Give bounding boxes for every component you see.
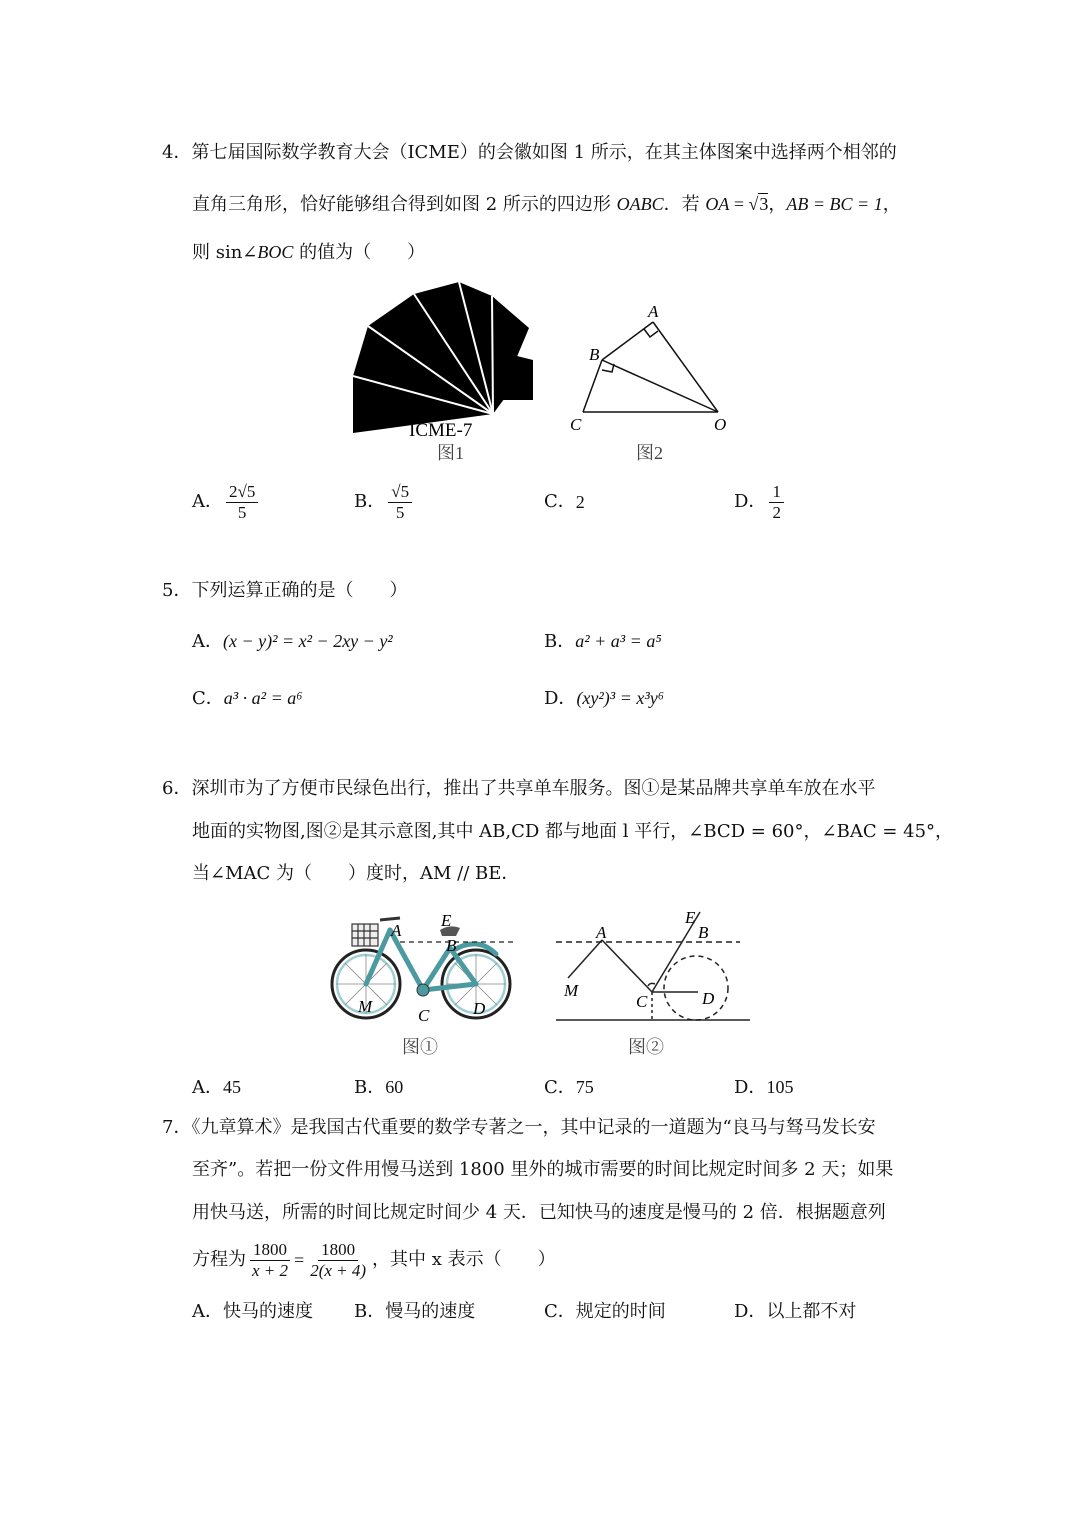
q6-number: 6． (162, 778, 192, 799)
q7-frac1-den: x + 2 (252, 1260, 289, 1280)
q7-option-c-label: C． (544, 1301, 576, 1322)
q6-fig2-point-m: M (564, 981, 579, 1000)
q7-line4-pre: 方程为 (192, 1249, 246, 1270)
q5-option-d-text: (xy²)³ = x³y⁶ (576, 688, 664, 708)
q6-fig1-point-d: D (473, 999, 486, 1018)
q7-frac1-num: 1800 (250, 1240, 290, 1261)
q4-option-d-label: D． (734, 491, 767, 512)
q5-option-b[interactable] (544, 629, 662, 654)
q7-line-2: 至齐”。若把一份文件用慢马送到 1800 里外的城市需要的时间比规定时间多 2 天；如果 (192, 1159, 894, 1180)
q7-line4-post: ，其中 x 表示（ ） (372, 1249, 556, 1270)
q7-option-b-text: 慢马的速度 (385, 1301, 476, 1322)
q6-fig2-point-b: B (698, 923, 709, 942)
q4-quad-oabc: OABC (616, 194, 664, 214)
q6-line1-text: 深圳市为了方便市民绿色出行，推出了共享单车服务。图①是某品牌共享单车放在水平 (191, 778, 876, 799)
q5-option-d[interactable] (544, 686, 664, 711)
q6-option-a-label: A． (192, 1077, 223, 1098)
q6-figure-1-bicycle (328, 906, 518, 1061)
q6-fig1-point-m: M (358, 997, 373, 1016)
q7-option-b[interactable] (354, 1300, 475, 1324)
q4-fig2-point-a: A (648, 302, 659, 321)
q4-option-d-fraction (769, 482, 784, 523)
q4-eq: = (729, 194, 749, 214)
q4-boc: BOC (257, 242, 294, 262)
q4-line1-text: 第七届国际数学教育大会（ICME）的会徽如图 1 所示，在其主体图案中选择两个相邻的 (191, 142, 897, 163)
q4-line2-end: ， (882, 194, 901, 215)
q4-line-1 (162, 141, 897, 165)
q6-figure-2-schematic (550, 906, 760, 1061)
q4-ab-bc: AB = BC = 1 (786, 194, 883, 214)
q4-oa: OA (705, 194, 730, 214)
q4-fig2-point-o: O (714, 415, 727, 434)
bicycle-frame (366, 930, 496, 990)
icme-logo (353, 282, 533, 433)
q7-fraction-2 (307, 1240, 369, 1281)
q4-figure-2 (560, 300, 740, 470)
q4-option-b[interactable] (354, 476, 415, 528)
q5-option-b-text: a² + a³ = a⁵ (575, 631, 662, 651)
q4-line2-pre: 直角三角形，恰好能够组合得到如图 2 所示的四边形 (192, 194, 617, 215)
q7-option-a[interactable] (192, 1300, 313, 1324)
q5-option-d-label: D． (544, 688, 577, 709)
q7-option-d[interactable] (734, 1300, 856, 1324)
q6-option-a-value: 45 (223, 1077, 241, 1097)
q7-fraction-1 (249, 1240, 291, 1281)
q6-fig2-point-a: A (596, 923, 607, 942)
q4-line3-post: 的值为（ ） (293, 242, 426, 263)
q5-option-c-text: a³ · a² = a⁶ (223, 688, 303, 708)
q7-frac2-den: 2(x + 4) (310, 1260, 367, 1280)
q5-option-a-text: (x − y)² = x² − 2xy − y² (223, 631, 393, 651)
q6-fig2-caption: 图② (628, 1037, 664, 1057)
q4-line-2 (192, 192, 901, 217)
q4-option-a-label: A． (192, 491, 223, 512)
q4-line3-pre: 则 sin∠ (192, 242, 258, 263)
q6-fig1-point-a: A (391, 921, 402, 940)
q5-number: 5． (162, 580, 192, 601)
q6-option-a[interactable] (192, 1075, 241, 1100)
q7-line-1 (162, 1116, 876, 1140)
q6-option-d[interactable] (734, 1075, 793, 1100)
q7-option-b-label: B． (354, 1301, 386, 1322)
q6-option-c-label: C． (544, 1077, 576, 1098)
q7-line-3: 用快马送，所需的时间比规定时间少 4 天．已知快马的速度是慢马的 2 倍．根据题意列 (192, 1202, 886, 1223)
q4-option-b-fraction (388, 482, 412, 523)
q4-figure-1 (345, 278, 545, 468)
q6-fig2-point-d: D (702, 989, 715, 1008)
q6-option-c[interactable] (544, 1075, 594, 1100)
q7-option-c[interactable] (544, 1300, 666, 1324)
q6-line-3: 当∠MAC 为（ ）度时，AM // BE． (192, 863, 520, 884)
q7-frac2-num: 1800 (318, 1240, 358, 1261)
q7-equals: = (294, 1250, 305, 1270)
q5-option-c[interactable] (192, 686, 302, 711)
q4-fig1-label: ICME-7 (409, 420, 473, 441)
q7-option-a-label: A． (192, 1301, 223, 1322)
q6-option-d-value: 105 (766, 1077, 794, 1097)
q6-option-b-label: B． (354, 1077, 386, 1098)
q7-line1-text: 《九章算术》是我国古代重要的数学专著之一，其中记录的一道题为“良马与驽马发长安 (191, 1117, 876, 1138)
q4-option-c-label: C． (544, 491, 576, 512)
q6-option-d-label: D． (734, 1077, 767, 1098)
q4-sqrt-three: 3 (759, 194, 769, 214)
q7-number: 7． (162, 1117, 192, 1138)
q4-number: 4． (162, 142, 192, 163)
q4-comma: ， (768, 194, 787, 215)
q5-option-a[interactable] (192, 629, 393, 654)
q7-option-d-label: D． (734, 1301, 767, 1322)
q4-option-d-num: 1 (769, 482, 784, 503)
q4-fig2-point-c: C (570, 415, 582, 434)
q6-option-b-value: 60 (385, 1077, 404, 1097)
q5-stem (162, 579, 407, 603)
q4-fig2-point-b: B (589, 345, 600, 364)
q4-fig2-caption: 图2 (636, 443, 663, 463)
q6-fig1-point-e: E (441, 911, 452, 930)
q4-line2-mid: ．若 (663, 194, 706, 215)
q6-fig2-point-e: E (685, 908, 696, 927)
q6-option-b[interactable] (354, 1075, 403, 1100)
q4-option-d-den: 2 (772, 502, 781, 522)
q4-line-3 (192, 240, 425, 265)
q6-fig1-caption: 图① (402, 1037, 438, 1057)
q7-option-d-text: 以上都不对 (766, 1301, 857, 1322)
q6-option-c-value: 75 (575, 1077, 594, 1097)
q7-option-c-text: 规定的时间 (575, 1301, 666, 1322)
q4-option-b-den: 5 (395, 502, 405, 522)
bicycle-basket (352, 924, 378, 946)
q4-option-d[interactable] (734, 476, 787, 528)
q5-option-c-label: C． (192, 688, 224, 709)
q6-fig2-point-c: C (636, 992, 648, 1011)
q5-option-b-label: B． (544, 631, 576, 652)
q6-line-2: 地面的实物图,图②是其示意图,其中 AB,CD 都与地面 l 平行，∠BCD = 60°，∠BAC = 45°， (192, 821, 954, 842)
q6-line-1 (162, 777, 875, 801)
q7-option-a-text: 快马的速度 (223, 1301, 313, 1322)
q4-option-a-num: 2√5 (226, 482, 258, 503)
q5-stem-text: 下列运算正确的是（ ） (191, 580, 408, 601)
q4-sqrt-sign: √ (748, 194, 759, 214)
q6-fig1-point-b: B (446, 936, 457, 955)
q4-option-a-den: 5 (237, 502, 247, 522)
q4-option-c-value: 2 (575, 492, 585, 512)
q4-fig1-caption: 图1 (437, 443, 464, 463)
q4-option-a-fraction (226, 482, 258, 523)
q4-option-b-label: B． (354, 491, 386, 512)
q5-option-a-label: A． (192, 631, 223, 652)
q4-option-a[interactable] (192, 476, 261, 528)
q4-option-b-num: √5 (388, 482, 412, 503)
q7-line-4 (192, 1236, 556, 1284)
q4-option-c[interactable] (544, 476, 585, 528)
q6-fig1-point-c: C (418, 1006, 430, 1025)
